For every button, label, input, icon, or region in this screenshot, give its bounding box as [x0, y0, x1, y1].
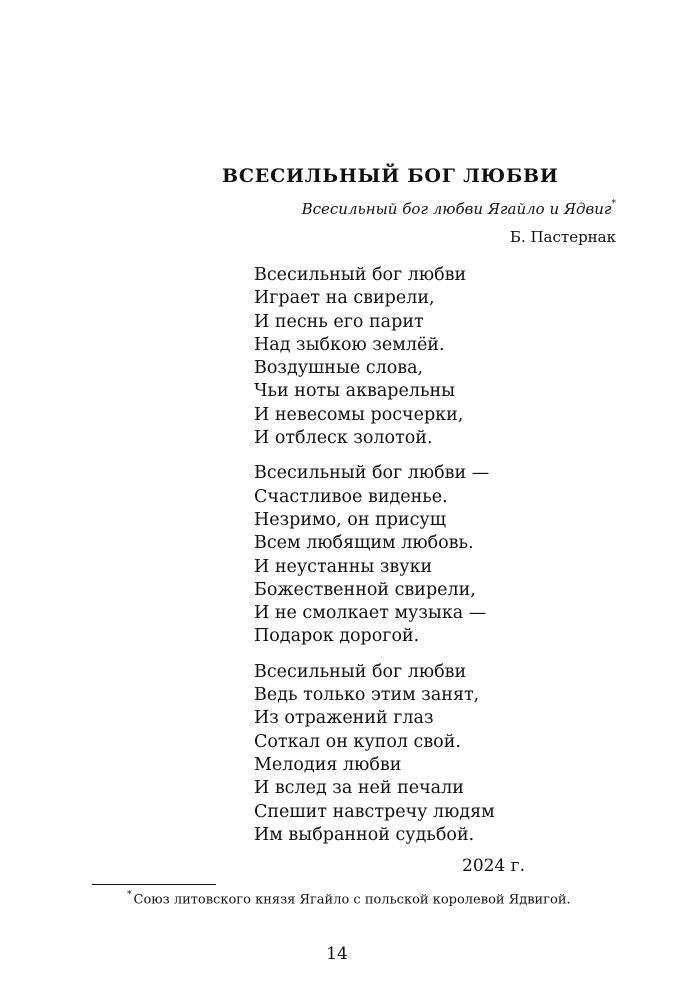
epigraph: [302, 200, 616, 218]
footnote-divider: [92, 884, 216, 885]
poem-line: Мелодия любви: [254, 754, 402, 775]
poem-line: Играет на свирели,: [254, 288, 435, 309]
stanza-3: [254, 661, 495, 847]
poem-line: И невесомы росчерки,: [254, 404, 464, 425]
poem-line: Подарок дорогой.: [254, 626, 420, 647]
poem-title: ВСЕСИЛЬНЫЙ БОГ ЛЮБВИ: [222, 165, 559, 187]
poem-line: Ведь только этим занят,: [254, 685, 480, 706]
poem-body: [254, 264, 495, 859]
page-number: 14: [326, 944, 348, 964]
poem-line: Всесильный бог любви —: [254, 463, 490, 484]
poem-date: 2024 г.: [462, 856, 525, 876]
footnote-mark: *: [127, 890, 132, 900]
epigraph-footnote-mark: *: [611, 199, 616, 209]
poem-line: Из отражений глаз: [254, 708, 434, 729]
poem-line: И отблеск золотой.: [254, 428, 433, 449]
footnote-text: Союз литовского князя Ягайло с польской королевой Ядвигой.: [133, 892, 571, 908]
poem-line: И не смолкает музыка —: [254, 603, 487, 624]
poem-line: Счастливое виденье.: [254, 486, 448, 507]
poem-line: Им выбранной судьбой.: [254, 824, 475, 845]
poem-line: И песнь его парит: [254, 311, 424, 332]
poem-line: Воздушные слова,: [254, 358, 424, 379]
epigraph-text: Всесильный бог любви Ягайло и Ядвиг: [301, 200, 612, 218]
poem-line: Всесильный бог любви: [254, 661, 467, 682]
poem-line: Спешит навстречу людям: [254, 801, 495, 822]
poem-line: Чьи ноты акварельны: [254, 381, 456, 402]
stanza-1: [254, 264, 495, 450]
stanza-2: [254, 462, 495, 648]
poem-line: Соткал он купол свой.: [254, 731, 461, 752]
poem-line: И вслед за ней печали: [254, 778, 464, 799]
epigraph-author: Б. Пастернак: [509, 228, 616, 246]
poem-line: Незримо, он присущ: [254, 509, 446, 530]
poem-line: И неустанны звуки: [254, 556, 433, 577]
footnote: [127, 891, 571, 907]
poem-line: Всем любящим любовь.: [254, 533, 474, 554]
poem-line: Над зыбкою землёй.: [254, 334, 445, 355]
poem-line: Божественной свирели,: [254, 579, 476, 600]
poem-line: Всесильный бог любви: [254, 265, 467, 285]
